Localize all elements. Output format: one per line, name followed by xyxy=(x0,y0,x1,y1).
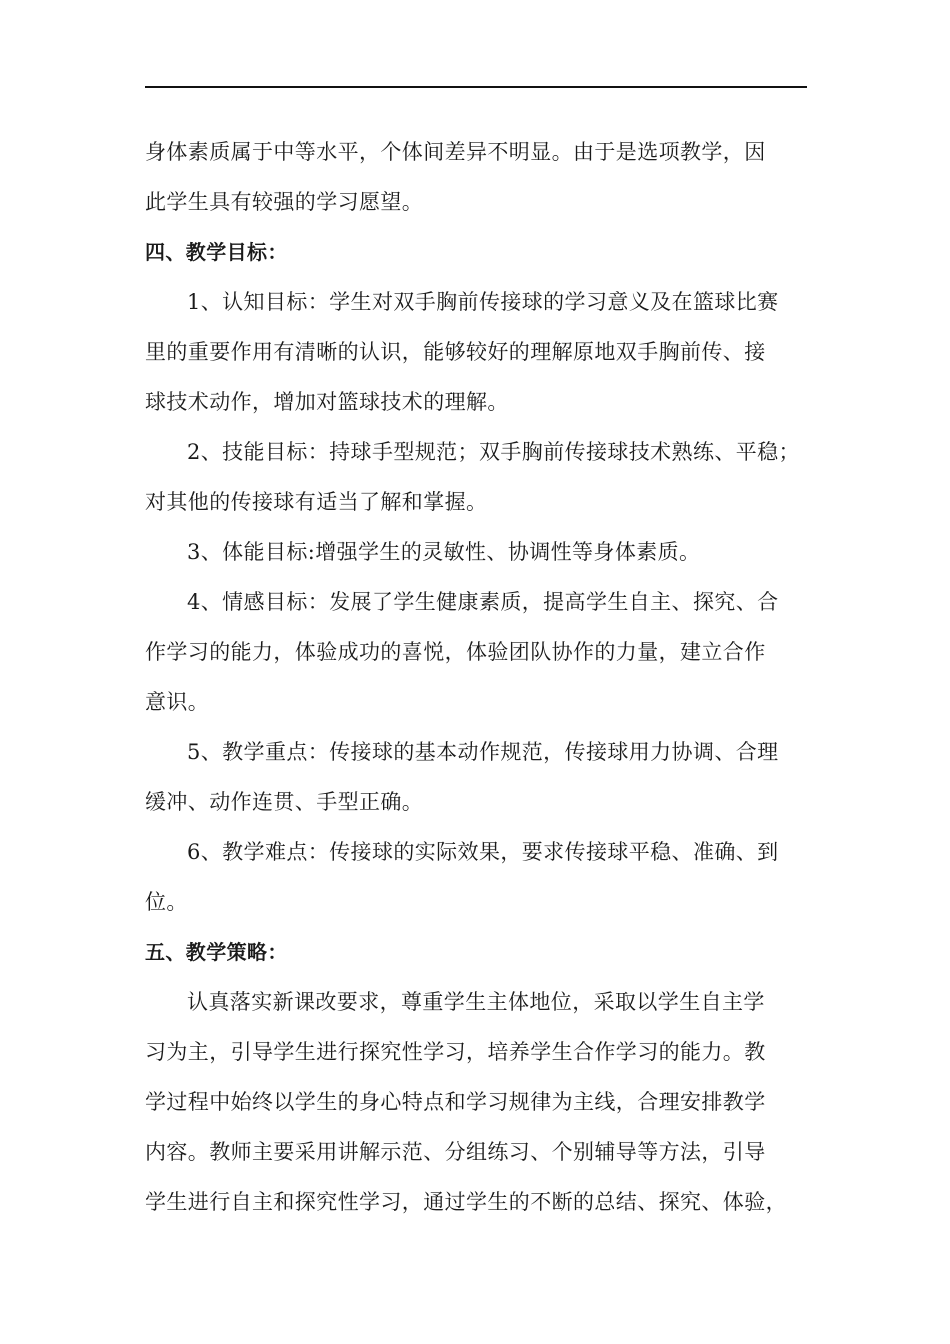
body-line: 球技术动作，增加对篮球技术的理解。 xyxy=(145,390,509,414)
body-line: 2、技能目标：持球手型规范；双手胸前传接球技术熟练、平稳； xyxy=(187,440,800,464)
body-line: 5、教学重点：传接球的基本动作规范，传接球用力协调、合理 xyxy=(187,740,779,764)
section-heading: 四、教学目标： xyxy=(145,240,288,264)
body-line: 学过程中始终以学生的身心特点和学习规律为主线，合理安排教学 xyxy=(145,1090,766,1114)
body-line: 身体素质属于中等水平，个体间差异不明显。由于是选项教学，因 xyxy=(145,140,766,164)
body-line: 里的重要作用有清晰的认识，能够较好的理解原地双手胸前传、接 xyxy=(145,340,766,364)
body-line: 4、情感目标：发展了学生健康素质，提高学生自主、探究、合 xyxy=(187,590,779,614)
body-line: 内容。教师主要采用讲解示范、分组练习、个别辅导等方法，引导 xyxy=(145,1140,766,1164)
body-line: 意识。 xyxy=(145,690,210,714)
body-line: 认真落实新课改要求，尊重学生主体地位，采取以学生自主学 xyxy=(187,990,765,1014)
body-line: 习为主，引导学生进行探究性学习，培养学生合作学习的能力。教 xyxy=(145,1040,766,1064)
body-line: 此学生具有较强的学习愿望。 xyxy=(145,190,424,214)
body-line: 对其他的传接球有适当了解和掌握。 xyxy=(145,490,488,514)
document-body xyxy=(145,127,815,1227)
body-line: 作学习的能力，体验成功的喜悦，体验团队协作的力量，建立合作 xyxy=(145,640,766,664)
body-line: 1、认知目标：学生对双手胸前传接球的学习意义及在篮球比赛 xyxy=(187,290,779,314)
header-rule xyxy=(145,86,807,88)
section-heading: 五、教学策略： xyxy=(145,940,288,964)
body-line: 6、教学难点：传接球的实际效果，要求传接球平稳、准确、到 xyxy=(187,840,779,864)
body-line: 缓冲、动作连贯、手型正确。 xyxy=(145,790,424,814)
body-line: 3、体能目标:增强学生的灵敏性、协调性等身体素质。 xyxy=(187,540,701,564)
body-line: 位。 xyxy=(145,890,188,914)
body-line: 学生进行自主和探究性学习，通过学生的不断的总结、探究、体验， xyxy=(145,1190,787,1214)
